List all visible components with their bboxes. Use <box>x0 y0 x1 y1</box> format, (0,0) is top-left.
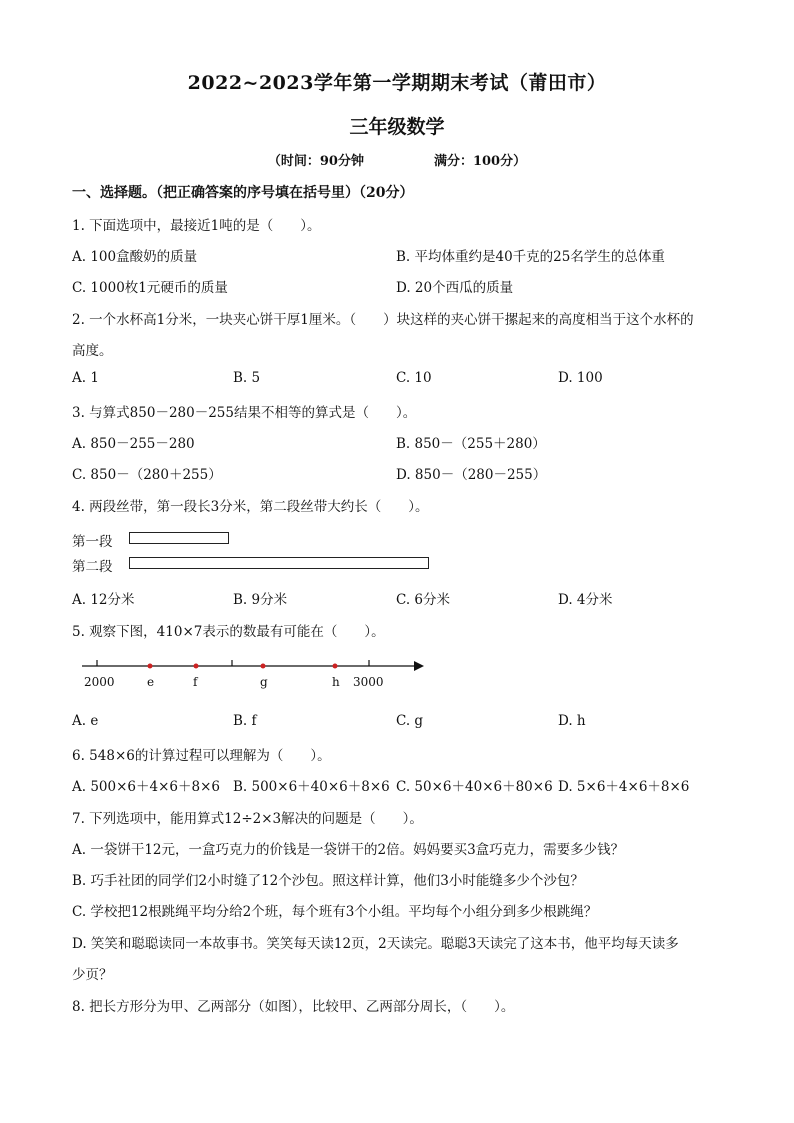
exam-time: （时间：90分钟 <box>267 154 364 169</box>
q3-option-a[interactable]: A. 850－255－280 <box>72 436 195 452</box>
q3-option-d[interactable]: D. 850－（280－255） <box>396 467 547 483</box>
q7-option-d-cont[interactable]: 少页？ <box>72 967 113 983</box>
q2-option-a[interactable]: A. 1 <box>72 370 99 386</box>
q6-option-b[interactable]: B. 500×6＋40×6＋8×6 <box>233 779 390 795</box>
number-line-point-e <box>148 664 153 669</box>
q5-stem: 5. 观察下图，410×7表示的数最有可能在（ ）。 <box>72 624 385 640</box>
number-line-point-label-g: g <box>260 675 268 689</box>
q6-stem: 6. 548×6的计算过程可以理解为（ ）。 <box>72 748 331 764</box>
q4-stem: 4. 两段丝带，第一段长3分米，第二段丝带大约长（ ）。 <box>72 499 429 515</box>
q7-option-d[interactable]: D. 笑笑和聪聪读同一本故事书。笑笑每天读12页，2天读完。聪聪3天读完了这本书，他平均每天读多 <box>72 936 679 952</box>
q4-option-b[interactable]: B. 9分米 <box>233 592 288 608</box>
q2-option-d[interactable]: D. 100 <box>558 370 603 386</box>
q5-option-b[interactable]: B. f <box>233 713 257 729</box>
q4-ribbon-2 <box>129 557 429 569</box>
number-line-point-h <box>333 664 338 669</box>
q7-option-a[interactable]: A. 一袋饼干12元，一盒巧克力的价钱是一袋饼干的2倍。妈妈要买3盒巧克力，需要多少钱？ <box>72 842 625 858</box>
exam-subtitle: 三年级数学 <box>349 116 445 138</box>
q3-option-b[interactable]: B. 850－（255＋280） <box>396 436 546 452</box>
q7-option-c[interactable]: C. 学校把12根跳绳平均分给2个班，每个班有3个小组。平均每个小组分到多少根跳绳？ <box>72 904 598 920</box>
exam-info <box>0 150 794 169</box>
number-line-point-label-f: f <box>193 675 198 689</box>
number-line-point-label-h: h <box>332 675 340 689</box>
q5-option-a[interactable]: A. e <box>72 713 99 729</box>
q7-stem: 7. 下列选项中，能用算式12÷2×3解决的问题是（ ）。 <box>72 811 423 827</box>
exam-title: 2022~2023学年第一学期期末考试（莆田市） <box>187 72 607 94</box>
q6-option-c[interactable]: C. 50×6＋40×6＋80×6 <box>396 779 553 795</box>
number-line-arrow <box>414 661 424 671</box>
q6-option-a[interactable]: A. 500×6＋4×6＋8×6 <box>72 779 220 795</box>
q3-stem: 3. 与算式850－280－255结果不相等的算式是（ ）。 <box>72 405 417 421</box>
q7-option-b[interactable]: B. 巧手社团的同学们2小时缝了12个沙包。照这样计算，他们3小时能缝多少个沙包？ <box>72 873 584 889</box>
section-heading: 一、选择题。（把正确答案的序号填在括号里）（20分） <box>72 185 414 201</box>
q2-option-b[interactable]: B. 5 <box>233 370 261 386</box>
q4-segment-2-label: 第二段 <box>72 559 113 575</box>
q4-ribbon-1 <box>129 532 229 544</box>
q1-option-a[interactable]: A. 100盒酸奶的质量 <box>72 249 198 265</box>
q2-option-c[interactable]: C. 10 <box>396 370 432 386</box>
number-line-start-label: 2000 <box>84 675 115 689</box>
q4-option-a[interactable]: A. 12分米 <box>72 592 135 608</box>
q1-option-b[interactable]: B. 平均体重约是40千克的25名学生的总体重 <box>396 249 665 265</box>
number-line-point-label-e: e <box>147 675 155 689</box>
q6-option-d[interactable]: D. 5×6＋4×6＋8×6 <box>558 779 690 795</box>
q3-option-c[interactable]: C. 850－（280＋255） <box>72 467 222 483</box>
q4-option-c[interactable]: C. 6分米 <box>396 592 451 608</box>
q4-option-d[interactable]: D. 4分米 <box>558 592 613 608</box>
q4-segment-1-label: 第一段 <box>72 534 113 550</box>
q8-stem: 8. 把长方形分为甲、乙两部分（如图），比较甲、乙两部分周长，（ ）。 <box>72 999 515 1015</box>
q1-option-c[interactable]: C. 1000枚1元硬币的质量 <box>72 280 228 296</box>
number-line-point-g <box>261 664 266 669</box>
q5-number-line <box>72 650 442 695</box>
q1-option-d[interactable]: D. 20个西瓜的质量 <box>396 280 514 296</box>
number-line-end-label: 3000 <box>353 675 384 689</box>
q5-option-d[interactable]: D. h <box>558 713 586 729</box>
q5-option-c[interactable]: C. g <box>396 713 424 729</box>
exam-score: 满分：100分） <box>433 154 527 169</box>
q2-stem: 2. 一个水杯高1分米，一块夹心饼干厚1厘米。（ ）块这样的夹心饼干摞起来的高度相当于这个水杯的 <box>72 312 694 328</box>
q2-stem-cont: 高度。 <box>72 343 113 359</box>
number-line-point-f <box>194 664 199 669</box>
q1-stem: 1. 下面选项中，最接近1吨的是（ ）。 <box>72 218 321 234</box>
